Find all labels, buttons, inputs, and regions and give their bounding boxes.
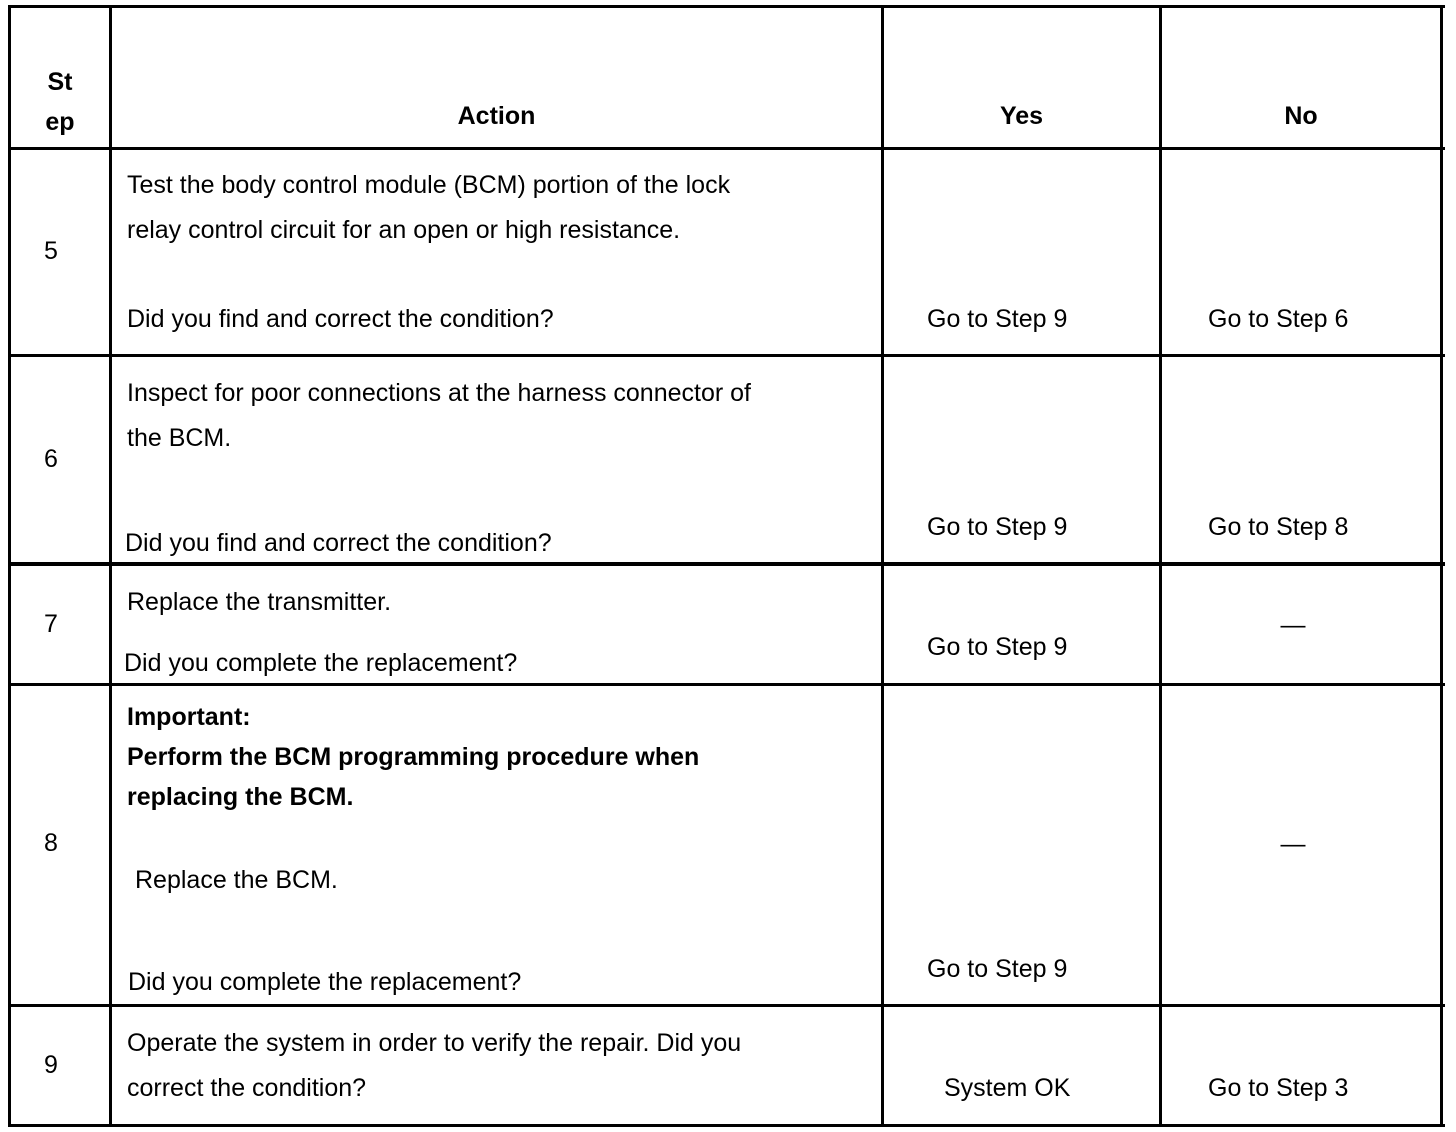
column-divider xyxy=(1440,5,1443,1127)
no-result: Go to Step 8 xyxy=(1208,513,1349,541)
header-no: No xyxy=(1284,102,1318,130)
header-step-line1: St xyxy=(47,68,73,96)
action-text: correct the condition? xyxy=(127,1074,367,1102)
header-action: Action xyxy=(457,102,536,130)
action-text: Replace the BCM. xyxy=(135,866,338,894)
action-question: Did you complete the replacement? xyxy=(128,968,522,996)
header-step-line2: ep xyxy=(45,108,75,136)
important-note: replacing the BCM. xyxy=(127,783,354,811)
step-number: 5 xyxy=(44,237,58,265)
action-question: Did you find and correct the condition? xyxy=(125,529,552,557)
important-label: Important: xyxy=(127,703,251,731)
yes-result: System OK xyxy=(944,1074,1071,1102)
column-divider xyxy=(1159,5,1162,1127)
column-divider xyxy=(8,5,11,1127)
no-result: Go to Step 6 xyxy=(1208,305,1349,333)
column-divider xyxy=(881,5,884,1127)
column-divider xyxy=(109,5,112,1127)
step-number: 8 xyxy=(44,829,58,857)
row-divider xyxy=(8,354,1445,357)
action-question: Did you complete the replacement? xyxy=(124,649,518,677)
step-number: 6 xyxy=(44,445,58,473)
action-text: Replace the transmitter. xyxy=(127,588,392,616)
yes-result: Go to Step 9 xyxy=(927,955,1068,983)
yes-result: Go to Step 9 xyxy=(927,633,1068,661)
step-number: 9 xyxy=(44,1051,58,1079)
action-text: Operate the system in order to verify the repair. Did you xyxy=(127,1029,742,1057)
yes-result: Go to Step 9 xyxy=(927,513,1068,541)
action-question: Did you find and correct the condition? xyxy=(127,305,554,333)
no-result-dash: — xyxy=(1280,611,1306,639)
action-text: relay control circuit for an open or high resistance. xyxy=(127,216,681,244)
table-border-bottom xyxy=(8,1124,1445,1127)
action-text: Inspect for poor connections at the harness connector of xyxy=(127,379,751,407)
no-result-dash: — xyxy=(1280,830,1306,858)
table-border-top xyxy=(8,5,1445,8)
action-text: Test the body control module (BCM) portion of the lock xyxy=(127,171,731,199)
important-note: Perform the BCM programming procedure when xyxy=(127,743,700,771)
step-number: 7 xyxy=(44,610,58,638)
header-step xyxy=(11,62,109,142)
header-yes: Yes xyxy=(999,102,1044,130)
row-divider xyxy=(8,147,1445,150)
action-text: the BCM. xyxy=(127,424,232,452)
no-result: Go to Step 3 xyxy=(1208,1074,1349,1102)
yes-result: Go to Step 9 xyxy=(927,305,1068,333)
